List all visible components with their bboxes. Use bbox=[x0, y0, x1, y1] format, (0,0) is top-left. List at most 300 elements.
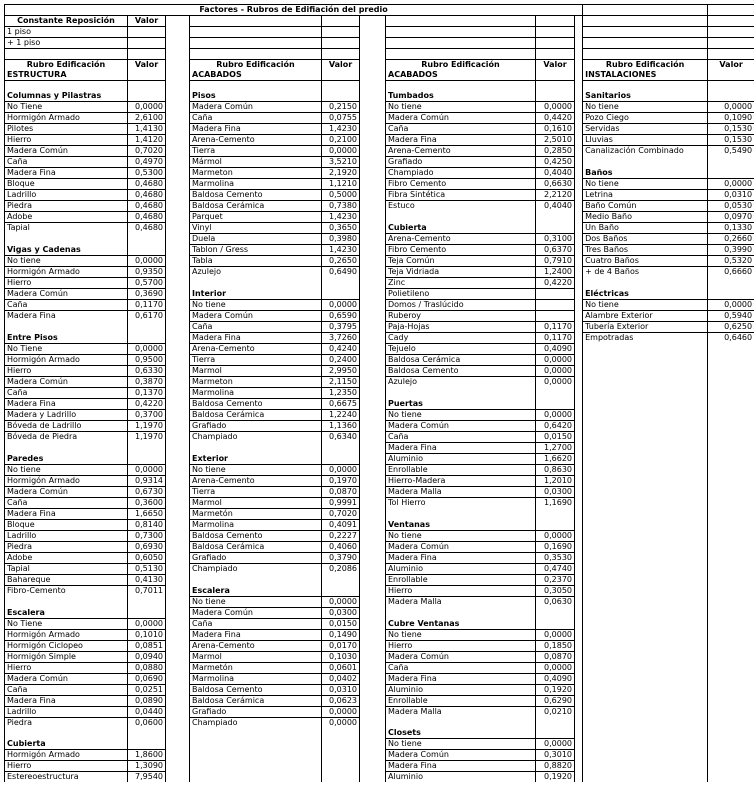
spacer-cell bbox=[575, 575, 583, 586]
table-row bbox=[5, 179, 755, 190]
item-value: 0,0690 bbox=[128, 674, 166, 685]
item-label: Hierro bbox=[386, 586, 536, 597]
item-value: 2,9950 bbox=[322, 366, 360, 377]
spacer-cell bbox=[360, 421, 386, 432]
spacer-row bbox=[5, 49, 755, 60]
empty-cell bbox=[322, 81, 360, 92]
empty-cell bbox=[708, 685, 754, 696]
item-label: Caña bbox=[386, 124, 536, 135]
spacer-cell bbox=[575, 454, 583, 465]
empty-cell bbox=[322, 761, 360, 772]
item-label: Grafiado bbox=[190, 707, 322, 718]
empty-cell bbox=[708, 597, 754, 608]
title-spacer bbox=[583, 5, 708, 16]
section-value-cell bbox=[708, 168, 754, 179]
item-label: Hormigón Armado bbox=[5, 355, 128, 366]
item-value: 0,6290 bbox=[536, 696, 575, 707]
table-row bbox=[5, 443, 755, 454]
item-value: 0,0000 bbox=[322, 146, 360, 157]
table-row bbox=[5, 234, 755, 245]
table-row bbox=[5, 399, 755, 410]
item-label: Azulejo bbox=[386, 377, 536, 388]
item-value: 1,1970 bbox=[128, 421, 166, 432]
spacer-cell bbox=[575, 223, 583, 234]
item-value: 0,4040 bbox=[536, 168, 575, 179]
item-label: Baldosa Cemento bbox=[190, 190, 322, 201]
item-value: 0,0940 bbox=[128, 652, 166, 663]
item-label: Fibra Sintética bbox=[386, 190, 536, 201]
spacer-cell bbox=[360, 234, 386, 245]
item-label: Madera Fina bbox=[190, 333, 322, 344]
item-value: 0,3795 bbox=[322, 322, 360, 333]
item-value: 0,0000 bbox=[322, 465, 360, 476]
item-value: 0,6340 bbox=[322, 432, 360, 443]
item-value: 0,3530 bbox=[536, 553, 575, 564]
empty-cell bbox=[708, 575, 754, 586]
item-value: 0,0623 bbox=[322, 696, 360, 707]
spacer-cell bbox=[575, 146, 583, 157]
item-label: Estuco bbox=[386, 201, 536, 212]
table-row bbox=[5, 300, 755, 311]
spacer-cell bbox=[575, 630, 583, 641]
section-heading: Tumbados bbox=[386, 91, 536, 102]
table-row bbox=[5, 146, 755, 157]
item-value: 2,1150 bbox=[322, 377, 360, 388]
table-row bbox=[5, 278, 755, 289]
empty-cell bbox=[386, 212, 536, 223]
item-value: 0,0300 bbox=[322, 608, 360, 619]
table-row bbox=[5, 322, 755, 333]
item-label: Baño Común bbox=[583, 201, 708, 212]
empty-cell bbox=[583, 531, 708, 542]
empty-cell bbox=[5, 443, 128, 454]
item-value: 0,0000 bbox=[536, 355, 575, 366]
item-value: 0,0630 bbox=[536, 597, 575, 608]
item-label: Arena-Cemento bbox=[190, 641, 322, 652]
spacer-cell bbox=[360, 278, 386, 289]
item-label: Madera Fina bbox=[386, 761, 536, 772]
item-label: Grafiado bbox=[190, 421, 322, 432]
item-label: Adobe bbox=[5, 553, 128, 564]
item-label: Marmol bbox=[190, 652, 322, 663]
empty-cell bbox=[708, 696, 754, 707]
section-value-cell bbox=[322, 454, 360, 465]
table-row bbox=[5, 70, 755, 81]
spacer-cell bbox=[360, 70, 386, 81]
section-heading: Baños bbox=[583, 168, 708, 179]
item-value: 0,4970 bbox=[128, 157, 166, 168]
item-label: Tierra bbox=[190, 146, 322, 157]
spacer-cell bbox=[360, 652, 386, 663]
section-value-cell bbox=[128, 608, 166, 619]
item-value: 0,1610 bbox=[536, 124, 575, 135]
spacer-cell bbox=[575, 234, 583, 245]
empty-cell bbox=[386, 509, 536, 520]
spacer-cell bbox=[166, 696, 190, 707]
item-label: Tierra bbox=[190, 487, 322, 498]
spacer-cell bbox=[575, 619, 583, 630]
empty-cell bbox=[708, 465, 754, 476]
empty-cell bbox=[708, 761, 754, 772]
spacer-cell bbox=[575, 432, 583, 443]
item-value: 2,6100 bbox=[128, 113, 166, 124]
empty-cell bbox=[708, 728, 754, 739]
table-row bbox=[5, 597, 755, 608]
empty-cell bbox=[708, 707, 754, 718]
spacer-cell bbox=[360, 135, 386, 146]
spacer-cell bbox=[166, 223, 190, 234]
spacer-cell bbox=[575, 157, 583, 168]
item-value: 0,4680 bbox=[128, 201, 166, 212]
item-value: 0,5130 bbox=[128, 564, 166, 575]
item-label: Madera Fina bbox=[386, 443, 536, 454]
spacer-cell bbox=[360, 91, 386, 102]
item-value: 0,2086 bbox=[322, 564, 360, 575]
empty-cell bbox=[322, 750, 360, 761]
spacer-cell bbox=[360, 597, 386, 608]
empty-cell bbox=[5, 234, 128, 245]
item-value: 0,0000 bbox=[708, 179, 754, 190]
valor-header: Valor bbox=[322, 60, 360, 71]
spacer-cell bbox=[360, 179, 386, 190]
item-label: No tiene bbox=[583, 179, 708, 190]
spacer-cell bbox=[166, 619, 190, 630]
spacer-cell bbox=[166, 377, 190, 388]
empty-cell bbox=[386, 608, 536, 619]
section-value-cell bbox=[128, 333, 166, 344]
item-label: Arena-Cemento bbox=[190, 476, 322, 487]
spacer-cell bbox=[360, 388, 386, 399]
item-value: 0,1920 bbox=[536, 772, 575, 783]
item-value: 0,4090 bbox=[536, 344, 575, 355]
item-value: 0,0870 bbox=[536, 652, 575, 663]
empty-cell bbox=[128, 234, 166, 245]
item-value: 0,5700 bbox=[128, 278, 166, 289]
spacer-cell bbox=[360, 630, 386, 641]
item-label: Madera Común bbox=[5, 377, 128, 388]
empty-cell bbox=[536, 388, 575, 399]
item-value: 0,1920 bbox=[536, 685, 575, 696]
empty-cell bbox=[5, 597, 128, 608]
item-label: Tabla bbox=[190, 256, 322, 267]
spacer-cell bbox=[166, 652, 190, 663]
item-label: Madera Común bbox=[386, 113, 536, 124]
item-value: 0,1330 bbox=[708, 223, 754, 234]
item-label: Madera Común bbox=[190, 608, 322, 619]
item-value: 0,0000 bbox=[322, 300, 360, 311]
item-value: 1,4120 bbox=[128, 135, 166, 146]
item-label: No Tiene bbox=[5, 344, 128, 355]
empty-cell bbox=[5, 728, 128, 739]
item-value: 0,1030 bbox=[322, 652, 360, 663]
table-row bbox=[5, 311, 755, 322]
item-value: 0,6170 bbox=[128, 311, 166, 322]
item-value: 0,0150 bbox=[536, 432, 575, 443]
item-label: Bahareque bbox=[5, 575, 128, 586]
item-label: Fibro Cemento bbox=[386, 179, 536, 190]
item-value: 0,2660 bbox=[708, 234, 754, 245]
empty-cell bbox=[583, 355, 708, 366]
table-row bbox=[5, 91, 755, 102]
spacer-cell bbox=[360, 300, 386, 311]
item-label: Madera Común bbox=[5, 146, 128, 157]
spacer-cell bbox=[360, 157, 386, 168]
item-value: 0,0440 bbox=[128, 707, 166, 718]
item-value: 1,1360 bbox=[322, 421, 360, 432]
item-value: 0,1090 bbox=[708, 113, 754, 124]
table-row bbox=[5, 487, 755, 498]
item-label: Azulejo bbox=[190, 267, 322, 278]
item-value: 0,5320 bbox=[708, 256, 754, 267]
item-value: 0,1490 bbox=[322, 630, 360, 641]
spacer-cell bbox=[166, 311, 190, 322]
item-value: 0,0000 bbox=[536, 739, 575, 750]
item-value: 2,1920 bbox=[322, 168, 360, 179]
section-value-cell bbox=[128, 454, 166, 465]
table-row bbox=[5, 256, 755, 267]
item-label: Marmeton bbox=[190, 377, 322, 388]
spacer-cell bbox=[360, 487, 386, 498]
item-value: 0,4220 bbox=[536, 278, 575, 289]
factors-table bbox=[4, 4, 754, 782]
item-label: Madera Común bbox=[386, 421, 536, 432]
item-label: Hierro bbox=[5, 663, 128, 674]
section-heading: Sanitarios bbox=[583, 91, 708, 102]
item-value: 0,4220 bbox=[128, 399, 166, 410]
empty-cell bbox=[583, 597, 708, 608]
empty-cell bbox=[128, 81, 166, 92]
item-value: 0,1170 bbox=[536, 322, 575, 333]
category-label: ESTRUCTURA bbox=[5, 70, 128, 81]
table-row bbox=[5, 641, 755, 652]
table-row bbox=[5, 245, 755, 256]
item-label: Baldosa Cemento bbox=[190, 531, 322, 542]
spacer-cell bbox=[166, 421, 190, 432]
item-value: 0,9350 bbox=[128, 267, 166, 278]
item-value: 0,6420 bbox=[536, 421, 575, 432]
constant-header-row bbox=[5, 16, 755, 27]
empty-cell bbox=[583, 707, 708, 718]
item-label: Tablon / Gress bbox=[190, 245, 322, 256]
item-value: 0,5300 bbox=[128, 168, 166, 179]
item-label: Teja Vidriada bbox=[386, 267, 536, 278]
item-value: 0,6370 bbox=[536, 245, 575, 256]
spacer-cell bbox=[575, 443, 583, 454]
empty-cell bbox=[386, 718, 536, 729]
spacer-cell bbox=[360, 377, 386, 388]
item-label: Parquet bbox=[190, 212, 322, 223]
spacer-cell bbox=[575, 399, 583, 410]
item-label: Caña bbox=[190, 113, 322, 124]
item-label: Caña bbox=[5, 685, 128, 696]
spacer-cell bbox=[166, 728, 190, 739]
table-row bbox=[5, 531, 755, 542]
spacer-cell bbox=[166, 344, 190, 355]
spacer-cell bbox=[575, 388, 583, 399]
spacer-cell bbox=[360, 728, 386, 739]
item-label: Hormigón Armado bbox=[5, 630, 128, 641]
item-label: Champiado bbox=[190, 718, 322, 729]
item-label: Hormigón Armado bbox=[5, 750, 128, 761]
spacer-cell bbox=[575, 685, 583, 696]
spacer-cell bbox=[360, 772, 386, 783]
constant-row bbox=[5, 38, 755, 49]
section-heading: Cubierta bbox=[386, 223, 536, 234]
section-heading: Exterior bbox=[190, 454, 322, 465]
spacer-cell bbox=[166, 201, 190, 212]
item-value: 3,5210 bbox=[322, 157, 360, 168]
empty-cell bbox=[583, 542, 708, 553]
item-value: 0,4060 bbox=[322, 542, 360, 553]
empty-cell bbox=[583, 696, 708, 707]
item-label: Caña bbox=[386, 432, 536, 443]
item-value: 1,2350 bbox=[322, 388, 360, 399]
table-row bbox=[5, 630, 755, 641]
item-value: 1,1690 bbox=[536, 498, 575, 509]
empty-cell bbox=[708, 355, 754, 366]
item-value: 0,3870 bbox=[128, 377, 166, 388]
item-label: Madera Común bbox=[190, 102, 322, 113]
spacer-cell bbox=[166, 641, 190, 652]
table-row bbox=[5, 674, 755, 685]
table-row bbox=[5, 410, 755, 421]
item-value: 0,3980 bbox=[322, 234, 360, 245]
empty-cell bbox=[583, 564, 708, 575]
spacer-cell bbox=[166, 300, 190, 311]
spacer-cell bbox=[166, 575, 190, 586]
spacer-cell bbox=[575, 300, 583, 311]
spacer-cell bbox=[166, 498, 190, 509]
table-row bbox=[5, 289, 755, 300]
item-value: 0,3990 bbox=[708, 245, 754, 256]
spacer-cell bbox=[360, 476, 386, 487]
empty-cell bbox=[190, 278, 322, 289]
item-value: 0,0000 bbox=[128, 619, 166, 630]
item-value: 0,0000 bbox=[536, 102, 575, 113]
table-row bbox=[5, 542, 755, 553]
section-value-cell bbox=[322, 586, 360, 597]
table-row bbox=[5, 113, 755, 124]
empty-cell bbox=[583, 674, 708, 685]
empty-cell bbox=[708, 564, 754, 575]
item-label: No tiene bbox=[583, 102, 708, 113]
item-value: 0,0000 bbox=[128, 344, 166, 355]
spacer-cell bbox=[360, 685, 386, 696]
spacer-cell bbox=[360, 102, 386, 113]
empty-cell bbox=[190, 728, 322, 739]
item-label: Aluminio bbox=[386, 564, 536, 575]
empty-cell bbox=[128, 597, 166, 608]
spacer-cell bbox=[360, 311, 386, 322]
item-label: Bóveda de Ladrillo bbox=[5, 421, 128, 432]
item-label: Baldosa Cerámica bbox=[190, 201, 322, 212]
empty-cell bbox=[708, 652, 754, 663]
spacer-cell bbox=[360, 113, 386, 124]
spacer-cell bbox=[360, 333, 386, 344]
item-value: 1,6620 bbox=[536, 454, 575, 465]
item-value: 0,4250 bbox=[536, 157, 575, 168]
item-label: Madera Fina bbox=[5, 509, 128, 520]
item-value: 0,8630 bbox=[536, 465, 575, 476]
table-row bbox=[5, 190, 755, 201]
table-row bbox=[5, 377, 755, 388]
section-heading: Columnas y Pilastras bbox=[5, 91, 128, 102]
item-label: No tiene bbox=[5, 256, 128, 267]
spacer-cell bbox=[166, 542, 190, 553]
item-label: Aluminio bbox=[386, 685, 536, 696]
item-value: 0,0880 bbox=[128, 663, 166, 674]
item-label: Tres Baños bbox=[583, 245, 708, 256]
spacer-cell bbox=[575, 663, 583, 674]
table-row bbox=[5, 421, 755, 432]
table-row bbox=[5, 608, 755, 619]
table-row bbox=[5, 366, 755, 377]
spacer-cell bbox=[166, 465, 190, 476]
spacer-cell bbox=[575, 322, 583, 333]
section-value-cell bbox=[708, 91, 754, 102]
item-value: 0,6660 bbox=[708, 267, 754, 278]
empty-cell bbox=[190, 750, 322, 761]
section-value-cell bbox=[536, 619, 575, 630]
spacer-cell bbox=[360, 223, 386, 234]
empty-cell bbox=[128, 322, 166, 333]
spacer-cell bbox=[166, 333, 190, 344]
item-value: 0,7011 bbox=[128, 586, 166, 597]
section-heading: Interior bbox=[190, 289, 322, 300]
item-label: Piedra bbox=[5, 718, 128, 729]
item-label: Zinc bbox=[386, 278, 536, 289]
item-value: 0,2400 bbox=[322, 355, 360, 366]
item-label: Servidas bbox=[583, 124, 708, 135]
spacer-cell bbox=[360, 498, 386, 509]
spacer-cell bbox=[360, 201, 386, 212]
spacer-cell bbox=[166, 212, 190, 223]
spacer-cell bbox=[575, 245, 583, 256]
section-value-cell bbox=[128, 739, 166, 750]
item-value: 0,4040 bbox=[536, 201, 575, 212]
table-row bbox=[5, 586, 755, 597]
section-heading: Vigas y Cadenas bbox=[5, 245, 128, 256]
table-row bbox=[5, 124, 755, 135]
table-row bbox=[5, 333, 755, 344]
item-label: Madera Común bbox=[5, 487, 128, 498]
spacer-cell bbox=[575, 739, 583, 750]
spacer-cell bbox=[166, 102, 190, 113]
spacer-cell bbox=[360, 190, 386, 201]
section-heading: Escalera bbox=[5, 608, 128, 619]
item-label: Madera Fina bbox=[386, 674, 536, 685]
item-label: Cady bbox=[386, 333, 536, 344]
empty-cell bbox=[708, 366, 754, 377]
empty-cell bbox=[583, 718, 708, 729]
item-label: Madera Fina bbox=[386, 135, 536, 146]
table-row bbox=[5, 707, 755, 718]
item-label: Madera Fina bbox=[5, 311, 128, 322]
item-label: Adobe bbox=[5, 212, 128, 223]
item-value: 0,7380 bbox=[322, 201, 360, 212]
item-label: Bóveda de Piedra bbox=[5, 432, 128, 443]
category-label: INSTALACIONES bbox=[583, 70, 708, 81]
empty-cell bbox=[322, 278, 360, 289]
section-heading: Entre Pisos bbox=[5, 333, 128, 344]
spacer-cell bbox=[575, 113, 583, 124]
spacer-cell bbox=[575, 707, 583, 718]
item-label: Tol Hierro bbox=[386, 498, 536, 509]
empty-cell bbox=[708, 388, 754, 399]
spacer-cell bbox=[166, 454, 190, 465]
spacer-cell bbox=[166, 520, 190, 531]
spacer-cell bbox=[166, 772, 190, 783]
